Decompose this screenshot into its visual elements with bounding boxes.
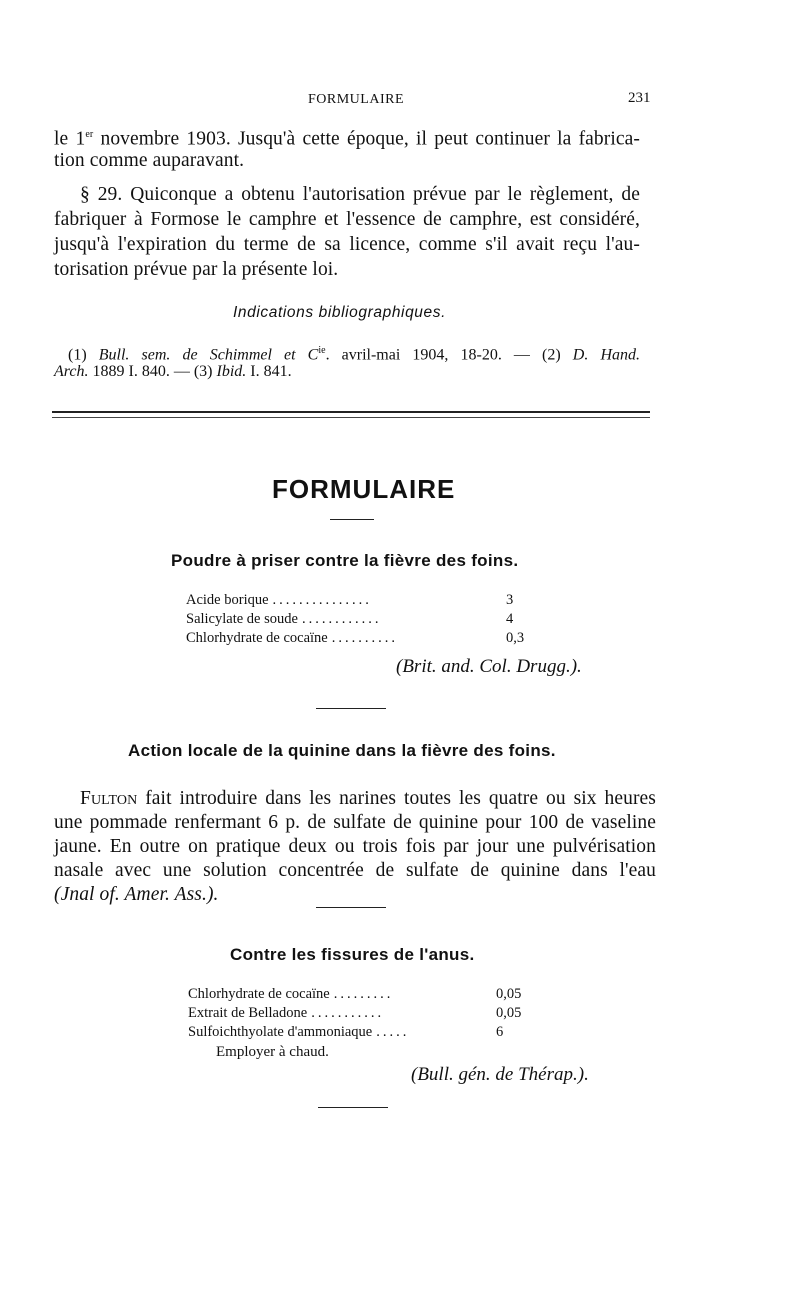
ingredient-row: Chlorhydrate de cocaïne ......... 0,05	[188, 986, 522, 1002]
recipe-title: Action locale de la quinine dans la fièvre des foins.	[128, 741, 556, 760]
bibliography-line: (1) Bull. sem. de Schimmel et $C^{ie}$. avril-mai 1904, 18-20. — (2) D. Hand.	[68, 345, 641, 364]
paragraph-line: torisation prévue par la présente loi.	[54, 259, 339, 280]
ingredient-row: Chlorhydrate de cocaïne .......... 0,3	[186, 630, 525, 646]
recipe-source: (Jnal of. Amer. Ass.).	[54, 884, 219, 905]
ingredient-list	[186, 592, 526, 647]
running-title: FORMULAIRE	[308, 92, 405, 107]
paragraph-line: fabriquer à Formose le camphre et l'essence de camphre, est considéré,	[54, 209, 640, 230]
paragraph-line: tion comme auparavant.	[54, 150, 245, 171]
paragraph-line: § 29. Quiconque a obtenu l'autorisation prévue par le règlement, de	[80, 184, 640, 205]
recipe-title: Poudre à priser contre la fièvre des foins.	[171, 551, 519, 570]
title-underline	[330, 519, 374, 520]
recipe-divider	[316, 907, 386, 908]
ingredient-row: Sulfoichthyolate d'ammoniaque ..... 6	[188, 1024, 504, 1040]
section-divider	[52, 417, 650, 418]
recipe-title: Contre les fissures de l'anus.	[230, 945, 475, 964]
recipe-source: (Bull. gén. de Thérap.).	[411, 1064, 589, 1085]
ingredient-row: Salicylate de soude ............ 4	[186, 611, 514, 627]
recipe-divider	[318, 1107, 388, 1108]
ingredient-list	[188, 986, 524, 1041]
bibliography-line: Arch. 1889 I. 840. — (3) Ibid. I. 841.	[54, 363, 292, 380]
section-divider	[52, 411, 650, 413]
ingredient-row: Acide borique ............... 3	[186, 592, 514, 608]
paragraph-line: jusqu'à l'expiration du terme de sa licence, comme s'il avait reçu l'au-	[54, 234, 640, 255]
paragraph-line: Fulton fait introduire dans les narines toutes les quatre ou six heures	[80, 788, 656, 809]
page-number: 231	[628, 90, 651, 106]
paragraph-line: jaune. En outre on pratique deux ou trois fois par jour une pulvérisation	[54, 836, 656, 857]
bibliography-heading: Indications bibliographiques.	[233, 304, 447, 321]
recipe-source: (Brit. and. Col. Drugg.).	[396, 656, 582, 677]
author-name: Fulton	[80, 788, 138, 809]
section-title: FORMULAIRE	[272, 474, 456, 504]
paragraph-line: nasale avec une solution concentrée de sulfate de quinine dans l'eau	[54, 860, 656, 881]
superscript: er	[85, 129, 94, 140]
paragraph-line: le 1er novembre 1903. Jusqu'à cette époque, il peut continuer la fabrica-	[54, 128, 640, 150]
ingredient-row: Extrait de Belladone ........... 0,05	[188, 1005, 522, 1021]
recipe-divider	[316, 708, 386, 709]
recipe-instruction: Employer à chaud.	[216, 1044, 329, 1060]
paragraph-line: une pommade renfermant 6 p. de sulfate de quinine pour 100 de vaseline	[54, 812, 656, 833]
